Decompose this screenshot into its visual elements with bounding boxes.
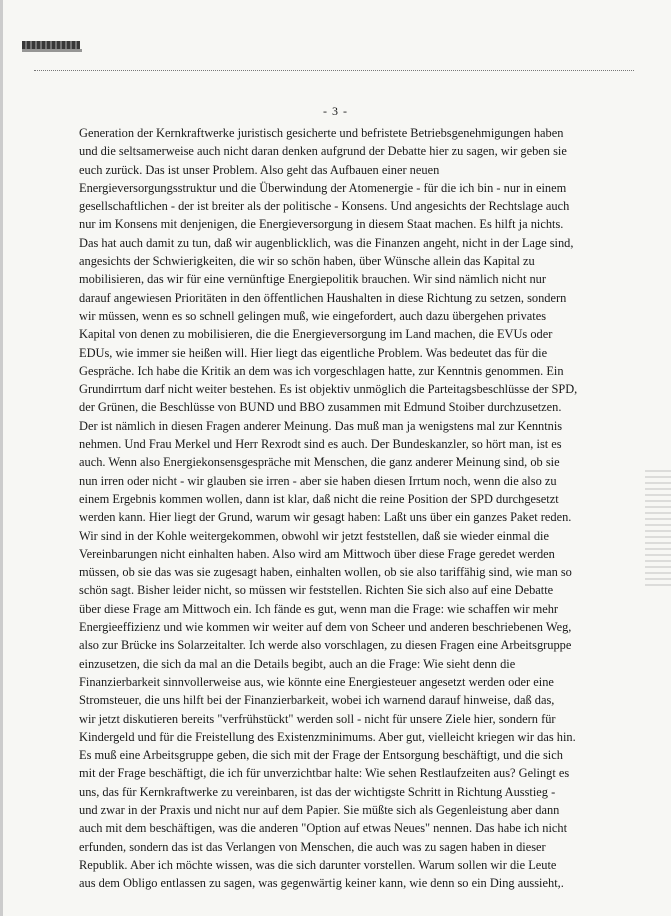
header-rule	[34, 70, 634, 72]
text-line: angesichts der Schwierigkeiten, die wir so schön haben, über Wünsche allein das Kapital zu	[79, 254, 535, 269]
text-line: gesellschaftlichen - der ist breiter als der politische - Konsens. Und angesichts der Rechtslage auch	[79, 199, 570, 214]
text-line: müssen, ob sie das was sie zugesagt haben, einhalten wollen, ob sie also tariffähig sind, wie man so	[79, 565, 572, 580]
text-line: einzusetzen, die sich da mal an die Details begibt, auch an die Frage: Wie sieht denn die	[79, 656, 516, 671]
text-line: Kindergeld und für die Freistellung des Existenzminimums. Aber gut, vielleicht kriegen wir das hin.	[79, 729, 576, 744]
text-line: Wir sind in der Kohle weitergekommen, obwohl wir jetzt feststellen, daß sie wieder einmal die	[79, 528, 549, 543]
scan-artifact-underline	[22, 49, 82, 52]
text-line: und die seltsamerweise auch nicht daran denken aufgrund der Debatte hier zu sagen, wir geben sie	[79, 144, 567, 159]
body-text	[79, 124, 657, 892]
text-line: aus dem Obligo entlassen zu sagen, was gegenwärtig keiner kann, wie denn so ein Ding aussieht,.	[79, 876, 564, 891]
text-line: Es muß eine Arbeitsgruppe geben, die sich mit der Frage der Entsorgung beschäftigt, und die sich	[79, 748, 563, 763]
text-line: der Grünen, die Beschlüsse von BUND und BBO zusammen mit Edmund Stoiber durchzusetzen.	[79, 400, 562, 415]
text-line: wir jetzt diskutieren bereits "verfrühstückt" werden soll - nicht für unsere Ziele hier, sondern für	[79, 711, 556, 726]
text-line: Gespräche. Ich habe die Kritik an dem was ich vorgeschlagen hatte, zur Kenntnis genommen. Ein	[79, 363, 564, 378]
text-line: schön sagt. Bisher leider nicht, so müssen wir feststellen. Richten Sie sich also auf eine Debatte	[79, 583, 554, 598]
text-line: darauf angewiesen Prioritäten in den öffentlichen Haushalten in diese Richtung zu setzen, sondern	[79, 290, 567, 305]
text-line: Generation der Kernkraftwerke juristisch gesicherte und befristete Betriebsgenehmigungen haben	[79, 126, 564, 140]
text-line: nur im Konsens mit denjenigen, die Energieversorgung in diesem Staat machen. Es hilft ja nichts.	[79, 217, 564, 232]
text-line: also zur Brücke ins Solarzeitalter. Ich werde also vorschlagen, zu diesen Fragen eine Arbeitsgruppe	[79, 638, 572, 653]
text-line: Energieeffizienz und wie kommen wir weiter auf dem von Scheer und anderen beschriebenen Weg,	[79, 620, 572, 635]
text-line: werden kann. Hier liegt der Grund, warum wir gesagt haben: Laßt uns über ein ganzes Paket reden.	[79, 510, 572, 525]
text-line: Der ist nämlich in diesen Fragen anderer Meinung. Das muß man ja wenigstens mal zur Kenntnis	[79, 418, 563, 433]
text-line: mit der Frage beschäftigt, die ich für unverzichtbar halte: Wie sehen Restlaufzeiten aus? Gelingt es	[79, 766, 570, 781]
text-line: uns, das für Kernkraftwerke zu vereinbaren, ist das der wichtigste Schritt in Richtung Ausstieg -	[79, 784, 556, 799]
text-line: euch zurück. Das ist unser Problem. Also geht das Aufbauen einer neuen	[79, 162, 440, 177]
text-line: Republik. Aber ich möchte wissen, was die sich darunter vorstellen. Warum sollen wir die Leute	[79, 857, 557, 872]
text-line: Vereinbarungen nicht einhalten haben. Also wird am Mittwoch über diese Frage geredet werden	[79, 546, 555, 561]
text-line: Kapital von denen zu mobilisieren, die die Energieversorgung im Land machen, die EVUs oder	[79, 327, 553, 342]
text-line: Finanzierbarkeit sinnvollerweise aus, wie könnte eine Energiesteuer angesetzt werden oder eine	[79, 674, 554, 689]
text-line: wir müssen, wenn es so schnell gelingen muß, wie eingefordert, auch dazu übergehen privates	[79, 308, 547, 323]
text-line: EDUs, wie immer sie heißen will. Hier liegt das eigentliche Problem. Was bedeutet das für die	[79, 345, 548, 360]
text-line: über diese Frage am Mittwoch ein. Ich fände es gut, wenn man die Frage: wie schaffen wir mehr	[79, 601, 559, 616]
page-number: - 3 -	[323, 104, 348, 118]
text-line: erfunden, sondern das ist das Verlangen von Menschen, die auch was zu sagen haben in dieser	[79, 839, 546, 854]
text-line: und zwar in der Praxis und nicht nur auf dem Papier. Sie müßte sich als Gegenleistung aber dann	[79, 802, 560, 817]
scan-artifact	[22, 41, 80, 49]
text-line: nehmen. Und Frau Merkel und Herr Rexrodt sind es auch. Der Bundeskanzler, so hört man, ist es	[79, 437, 562, 452]
text-line: auch mit dem beschäftigen, was die anderen "Option auf etwas Neues" nennen. Das habe ich nicht	[79, 821, 568, 836]
text-line: Stromsteuer, die uns hilft bei der Finanzierbarkeit, wobei ich warnend darauf hinweise, daß das,	[79, 693, 555, 708]
text-line: Das hat auch damit zu tun, daß wir augenblicklich, was die Finanzen angeht, nicht in der Lage sind,	[79, 235, 574, 250]
text-line: Energieversorgungsstruktur und die Überwindung der Atomenergie - für die ich bin - nur in einem	[79, 180, 567, 195]
text-line: einem Ergebnis kommen wollen, dann ist klar, daß nicht die reine Position der SPD durchgesetzt	[79, 491, 559, 506]
text-line: auch. Wenn also Energiekonsensgespräche mit Menschen, die ganz anderer Meinung sind, ob sie	[79, 455, 560, 470]
text-line: mobilisieren, das wir für eine vernünftige Energiepolitik brauchen. Wir sind nämlich nicht nur	[79, 272, 547, 287]
text-line: nun irren oder nicht - wir glauben sie irren - aber sie haben diesen Irrtum noch, wenn die also zu	[79, 473, 557, 488]
text-line: Grundirrtum darf nicht weiter bestehen. Es ist objektiv unmöglich die Parteitagsbeschlüsse der SPD,	[79, 382, 578, 397]
scan-edge	[0, 0, 3, 916]
